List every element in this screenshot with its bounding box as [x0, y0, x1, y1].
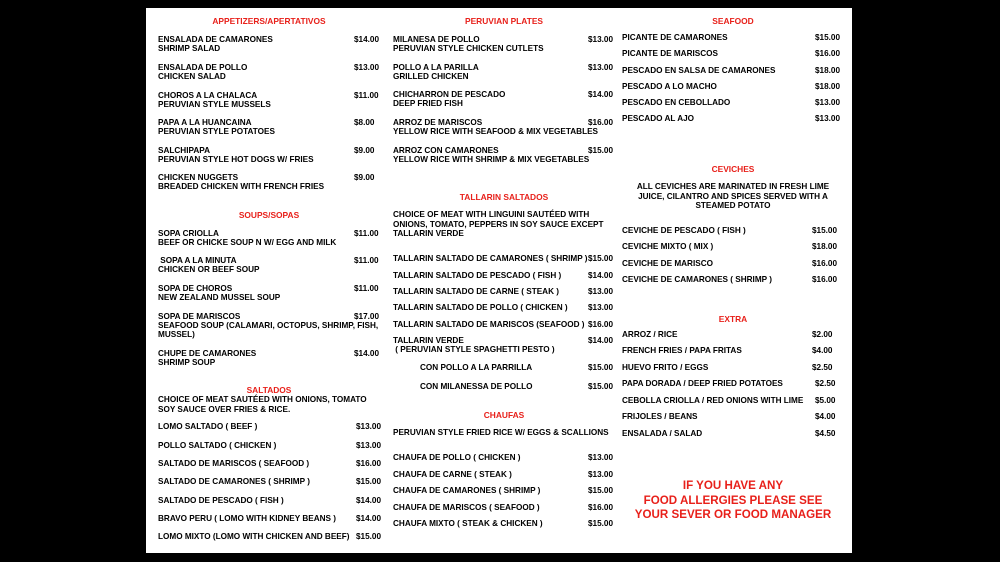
peruvian-plates-heading: PERUVIAN PLATES [464, 16, 544, 26]
allergy-notice: IF YOU HAVE ANY FOOD ALLERGIES PLEASE SEE YOUR SEVER OR FOOD MANAGER [634, 479, 832, 521]
tallarin-description: CHOICE OF MEAT WITH LINGUINI SAUTÉED WITH ONIONS, TOMATO, PEPPERS IN SOY SAUCE EXCEPT TALLARIN VERDE [393, 210, 604, 238]
saltados-description: CHOICE OF MEAT SAUTÉED WITH ONIONS, TOMATO SOY SAUCE OVER FRIES & RICE. [158, 395, 367, 414]
appetizers-heading: APPETIZERS/APERTATIVOS [212, 16, 326, 26]
extra-heading: EXTRA [718, 314, 748, 324]
ceviches-heading: CEVICHES [711, 164, 755, 174]
soups-heading: SOUPS/SOPAS [238, 210, 300, 220]
chaufas-heading: CHAUFAS [483, 410, 525, 420]
seafood-heading: SEAFOOD [712, 16, 754, 26]
saltados-heading: SALTADOS [246, 385, 292, 395]
menu-panel: APPETIZERS/APERTATIVOS ENSALADA DE CAMARONES $14.00 SHRIMP SALAD ENSALADA DE POLLO $13.00 CHICKEN SALAD CHOROS A LA CHALACA $11.00 PERUVIAN STYLE MUSSELS PAPA A LA HUANCAINA $8.00 PERUVIAN STYLE POTATOES SALCHIPAPA $9.00 PERUVIAN STYLE HOT DOGS W/ FRIES CHICKEN NUGGETS $9.00 BREADED CHICKEN WITH FRENCH FRIES SOUPS/SOPAS SOPA CRIOLLA $11.00 BEEF OR CHICKE SOUP N W/ EGG AND MILK SOPA A LA MINUTA $11.00 CHICKEN OR BEEF SOUP SOPA DE CHOROS $11.00 NEW ZEALAND MUSSEL SOUP SOPA DE MARISCOS $17.00 SEAFOOD SOUP (CALAMARI, OCTOPUS, SHRIMP, FISH, MUSSEL) CHUPE DE CAMARONES $14.00 SHRIMP SOUP SALTADOS CHOICE OF MEAT SAUTÉED WITH ONIONS, TOMATO SOY SAUCE OVER FRIES & RICE. LOMO SALTADO ( BEEF ) $13.00 POLLO SALTADO ( CHICKEN ) $13.00 SALTADO DE MARISCOS ( SEAFOOD ) $16.00 SALTADO DE CAMARONES ( SHRIMP ) $15.00 SALTADO DE PESCADO ( FISH ) $14.00 BRAVO PERU ( LOMO WITH KIDNEY BEANS ) $14.00 LOMO MIXTO (LOMO WITH CHICKEN AND BEEF) $15.00 PERUVIAN PLATES MILANESA DE POLLO $13.00 PERUVIAN STYLE CHICKEN CUTLETS POLLO A LA PARILLA $13.00 GRILLED CHICKEN CHICHARRON DE PESCADO $14.00 DEEP FRIED FISH ARROZ DE MARISCOS $16.00 YELLOW RICE WITH SEAFOOD & MIX VEGETABLES ARROZ CON CAMARONES $15.00 YELLOW RICE WITH SHRIMP & MIX VEGETABLES TALLARIN SALTADOS CHOICE OF MEAT WITH LINGUINI SAUTÉED WITH ONIONS, TOMATO, PEPPERS IN SOY SAUCE EXCEPT TALLARIN VERDE TALLARIN SALTADO DE CAMARONES ( SHRIMP ) $15.00 TALLARIN SALTADO DE PESCADO ( FISH ) $14.00 TALLARIN SALTADO DE CARNE ( STEAK ) $13.00 TALLARIN SALTADO DE POLLO ( CHICKEN ) $13.00 TALLARIN SALTADO DE MARISCOS (SEAFOOD ) $16.00 TALLARIN VERDE $14.00 ( PERUVIAN STYLE SPAGHETTI PESTO ) CON POLLO A LA PARRILLA $15.00 CON MILANESSA DE POLLO $15.00 CHAUFAS PERUVIAN STYLE FRIED RICE W/ EGGS & SCALLIONS CHAUFA DE POLLO ( CHICKEN ) $13.00 CHAUFA DE CARNE ( STEAK ) $13.00 CHAUFA DE CAMARONES ( SHRIMP ) $15.00 CHAUFA DE MARISCOS ( SEAFOOD ) $16.00 CHAUFA MIXTO ( STEAK & CHICKEN ) $15.00 SEAFOOD PICANTE DE CAMARONES $15.00 PICANTE DE MARISCOS $16.00 PESCADO EN SALSA DE CAMARONES $18.00 PESCADO A LO MACHO $18.00 PESCADO EN CEBOLLADO $13.00 PESCADO AL AJO $13.00 CEVICHES ALL CEVICHES ARE MARINATED IN FRESH LIME JUICE, CILANTRO AND SPICES SERVED WITH A STEAMED POTATO CEVICHE DE PESCADO ( FISH ) $15.00 CEVICHE MIXTO ( MIX ) $18.00 CEVICHE DE MARISCO $16.00 CEVICHE DE CAMARONES ( SHRIMP ) $16.00 EXTRA ARROZ / RICE $2.00 FRENCH FRIES / PAPA FRITAS $4.00 HUEVO FRITO / EGGS $2.50 PAPA DORADA / DEEP FRIED POTATOES $2.50 CEBOLLA CRIOLLA / RED ONIONS WITH LIME $5.00 FRIJOLES / BEANS $4.00 ENSALADA / SALAD $4.50 IF YOU HAVE ANY FOOD ALLERGIES PLEASE SEE YOUR SEVER OR FOOD MANAGER [146, 8, 852, 553]
ceviches-description: ALL CEVICHES ARE MARINATED IN FRESH LIME JUICE, CILANTRO AND SPICES SERVED WITH A STEAMED POTATO [636, 182, 830, 210]
tallarin-heading: TALLARIN SALTADOS [459, 192, 549, 202]
chaufas-description: PERUVIAN STYLE FRIED RICE W/ EGGS & SCALLIONS [393, 428, 609, 437]
